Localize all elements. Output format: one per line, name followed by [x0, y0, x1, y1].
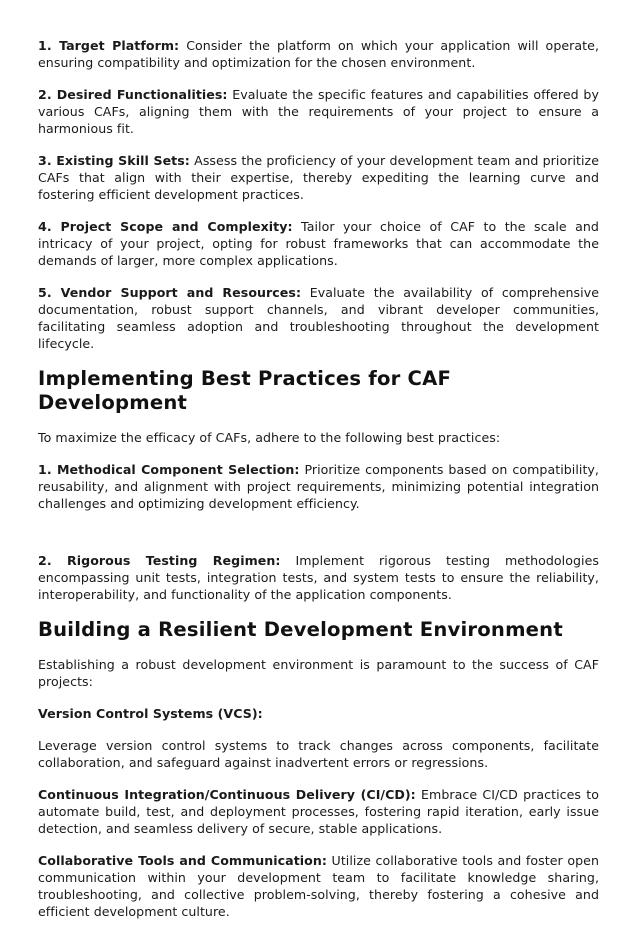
criteria-label: 3. Existing Skill Sets:	[38, 153, 190, 168]
criteria-item-desired-functionalities	[38, 86, 599, 137]
criteria-label: 2. Desired Functionalities:	[38, 87, 228, 102]
document-page	[38, 37, 599, 935]
best-practices-intro: To maximize the efficacy of CAFs, adhere to the following best practices:	[38, 430, 501, 445]
resilient-item-text: Utilize collaborative tools and foster open communication within your development team to facilitate knowledge sharing, troubleshooting, and collective problem-solving, thereby fostering a cohesive and efficient development culture.	[38, 853, 599, 919]
best-practice-label: 1. Methodical Component Selection:	[38, 462, 300, 477]
criteria-item-vendor-support	[38, 284, 599, 352]
resilient-item-text: Embrace CI/CD practices to automate build, test, and deployment processes, fostering rapid iteration, early issue detection, and seamless delivery of secure, stable applications.	[38, 787, 600, 836]
best-practice-label: 2. Rigorous Testing Regimen:	[38, 553, 281, 568]
criteria-item-existing-skill-sets	[38, 152, 599, 203]
best-practice-item-component-selection	[38, 461, 599, 512]
section-heading-resilient-environment: Building a Resilient Development Environment	[38, 618, 563, 641]
criteria-text: Consider the platform on which your application will operate, ensuring compatibility and optimization for the chosen environment.	[38, 38, 599, 70]
resilient-item-collaborative-tools	[38, 852, 599, 920]
criteria-label: 4. Project Scope and Complexity:	[38, 219, 293, 234]
best-practice-text: Prioritize components based on compatibility, reusability, and alignment with project requirements, minimizing potential integration challenges and optimizing development efficiency.	[38, 462, 599, 511]
resilient-item-label: Collaborative Tools and Communication:	[38, 853, 327, 868]
criteria-item-project-scope	[38, 218, 599, 269]
criteria-text: Tailor your choice of CAF to the scale and intricacy of your project, opting for robust frameworks that can accommodate the demands of larger, more complex applications.	[38, 219, 599, 268]
resilient-item-ci-cd	[38, 786, 599, 837]
resilient-item-label: Continuous Integration/Continuous Delivery (CI/CD):	[38, 787, 416, 802]
resilient-env-intro: Establishing a robust development environment is paramount to the success of CAF projects:	[38, 657, 599, 689]
criteria-item-target-platform	[38, 37, 599, 71]
best-practice-text: Implement rigorous testing methodologies encompassing unit tests, integration tests, and system tests to ensure the reliability, interoperability, and functionality of the application components.	[38, 553, 599, 602]
vcs-text: Leverage version control systems to track changes across components, facilitate collaboration, and safeguard against inadvertent errors or regressions.	[38, 738, 599, 770]
criteria-label: 1. Target Platform:	[38, 38, 180, 53]
criteria-text: Evaluate the availability of comprehensive documentation, robust support channels, and vibrant developer communities, facilitating seamless adoption and troubleshooting throughout the development lifecycle.	[38, 285, 599, 351]
criteria-label: 5. Vendor Support and Resources:	[38, 285, 302, 300]
section-heading-best-practices: Implementing Best Practices for CAF Development	[38, 367, 452, 414]
criteria-text: Evaluate the specific features and capabilities offered by various CAFs, aligning them with the requirements of your project to ensure a harmonious fit.	[38, 87, 599, 136]
best-practice-item-testing-regimen	[38, 552, 599, 603]
criteria-text: Assess the proficiency of your development team and prioritize CAFs that align with their expertise, thereby expediting the learning curve and fostering efficient development practices.	[38, 153, 599, 202]
vcs-subheading: Version Control Systems (VCS):	[38, 706, 263, 721]
